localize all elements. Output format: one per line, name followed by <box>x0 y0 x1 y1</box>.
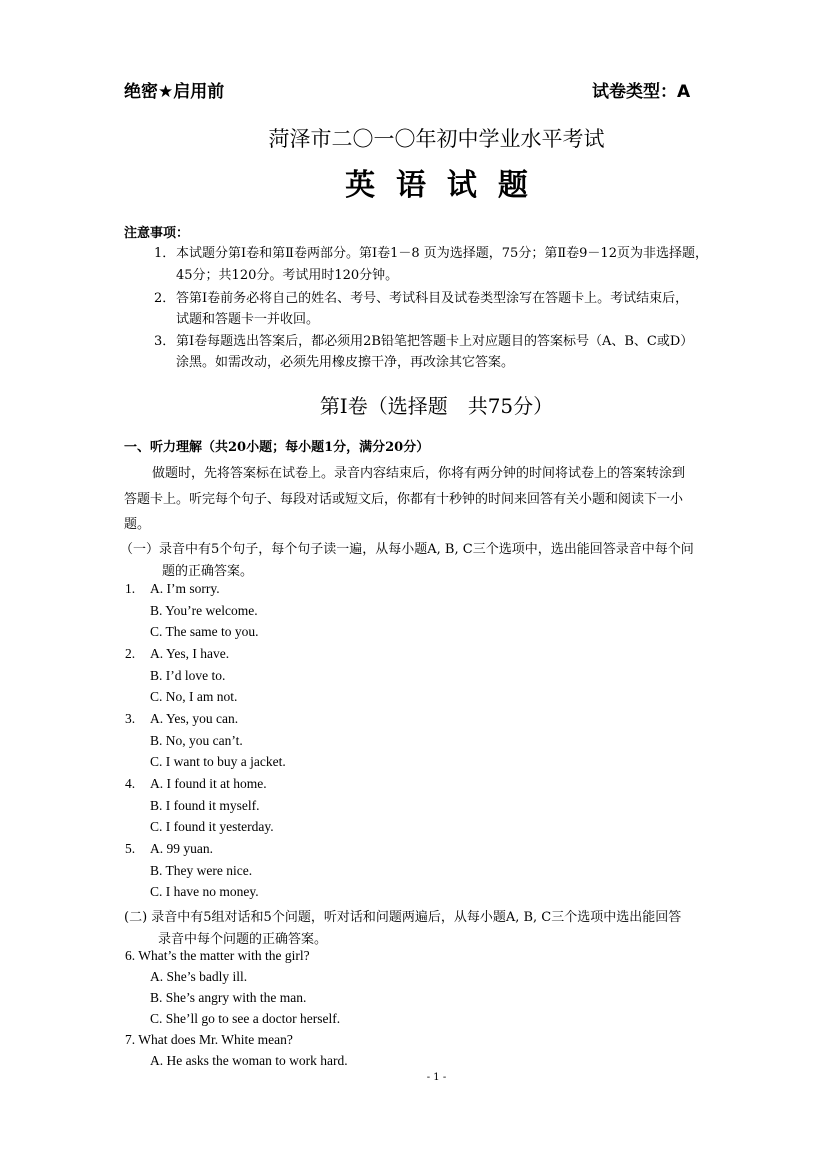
intro-text: 题。 <box>124 517 151 532</box>
exam-title: 菏泽市二〇一〇年初中学业水平考试 <box>268 127 605 151</box>
option-c: C. No, I am not. <box>150 689 238 704</box>
subsection-instruction: 录音中每个问题的正确答案。 <box>158 932 328 947</box>
option-a: A. 99 yuan. <box>150 841 213 856</box>
notice-item-text: 涂黑。如需改动，必须先用橡皮擦干净，再改涂其它答案。 <box>176 355 515 370</box>
option-c: C. I have no money. <box>150 884 259 899</box>
option-b: B. I found it myself. <box>150 798 260 813</box>
page-number: - 1 - <box>426 1072 447 1083</box>
question-number: 3. <box>125 711 136 726</box>
section-heading: 一、听力理解（共20小题；每小题1分，满分20分） <box>124 440 430 455</box>
confidential-label: 绝密★启用前 <box>124 82 225 102</box>
option-b: B. No, you can’t. <box>150 733 243 748</box>
subject-title: 英 语 试 题 <box>345 168 528 203</box>
notice-item-text: 试题和答题卡一并收回。 <box>176 312 320 327</box>
option-c: C. I found it yesterday. <box>150 819 274 834</box>
notice-item-text: 本试题分第Ⅰ卷和第Ⅱ卷两部分。第Ⅰ卷1－8 页为选择题，75分；第Ⅱ卷9－12页为非选择题， <box>176 246 708 261</box>
intro-text: 答题卡上。听完每个句子、每段对话或短文后，你都有十秒钟的时间来回答有关小题和阅读下一小 <box>124 492 684 507</box>
notice-heading: 注意事项： <box>124 226 190 241</box>
subsection-instruction: (二) 录音中有5组对话和5个问题，听对话和问题两遍后，从每小题A, B, C三个选项中选出能回答 <box>124 910 682 925</box>
notice-item-num: 2． <box>154 291 176 306</box>
question-number: 1. <box>125 581 136 596</box>
option-a: A. I found it at home. <box>150 776 267 791</box>
question-number: 4. <box>125 776 136 791</box>
option-b: B. She’s angry with the man. <box>150 990 307 1005</box>
option-a: A. I’m sorry. <box>150 581 220 596</box>
subsection-instruction: 题的正确答案。 <box>162 564 254 579</box>
option-c: C. The same to you. <box>150 624 259 639</box>
intro-text: 做题时，先将答案标在试卷上。录音内容结束后，你将有两分钟的时间将试卷上的答案转涂到 <box>152 466 686 481</box>
option-b: B. You’re welcome. <box>150 603 258 618</box>
notice-item-num: 1． <box>154 246 176 261</box>
notice-item-num: 3． <box>154 334 176 349</box>
question-stem: 7. What does Mr. White mean? <box>125 1032 293 1047</box>
question-stem: 6. What’s the matter with the girl? <box>125 948 310 963</box>
option-a: A. She’s badly ill. <box>150 969 248 984</box>
option-b: B. They were nice. <box>150 863 253 878</box>
subsection-instruction: （一）录音中有5个句子，每个句子读一遍，从每小题A, B, C三个选项中，选出能回答录音中每个问 <box>120 542 694 557</box>
part1-heading: 第Ⅰ卷（选择题 共75分） <box>319 394 554 418</box>
notice-item-text: 第Ⅰ卷每题选出答案后，都必须用2B铅笔把答题卡上对应题目的答案标号（A、B、C或D） <box>176 334 694 349</box>
paper-type-label: 试卷类型：A <box>592 82 691 102</box>
question-number: 2. <box>125 646 136 661</box>
question-number: 5. <box>125 841 136 856</box>
option-b: B. I’d love to. <box>150 668 226 683</box>
option-c: C. She’ll go to see a doctor herself. <box>150 1011 341 1026</box>
option-a: A. He asks the woman to work hard. <box>150 1053 348 1068</box>
notice-item-text: 答第Ⅰ卷前务必将自己的姓名、考号、考试科目及试卷类型涂写在答题卡上。考试结束后， <box>176 291 689 306</box>
option-a: A. Yes, I have. <box>150 646 230 661</box>
option-c: C. I want to buy a jacket. <box>150 754 286 769</box>
notice-item-text: 45分；共120分。考试用时120分钟。 <box>176 268 399 283</box>
option-a: A. Yes, you can. <box>150 711 239 726</box>
